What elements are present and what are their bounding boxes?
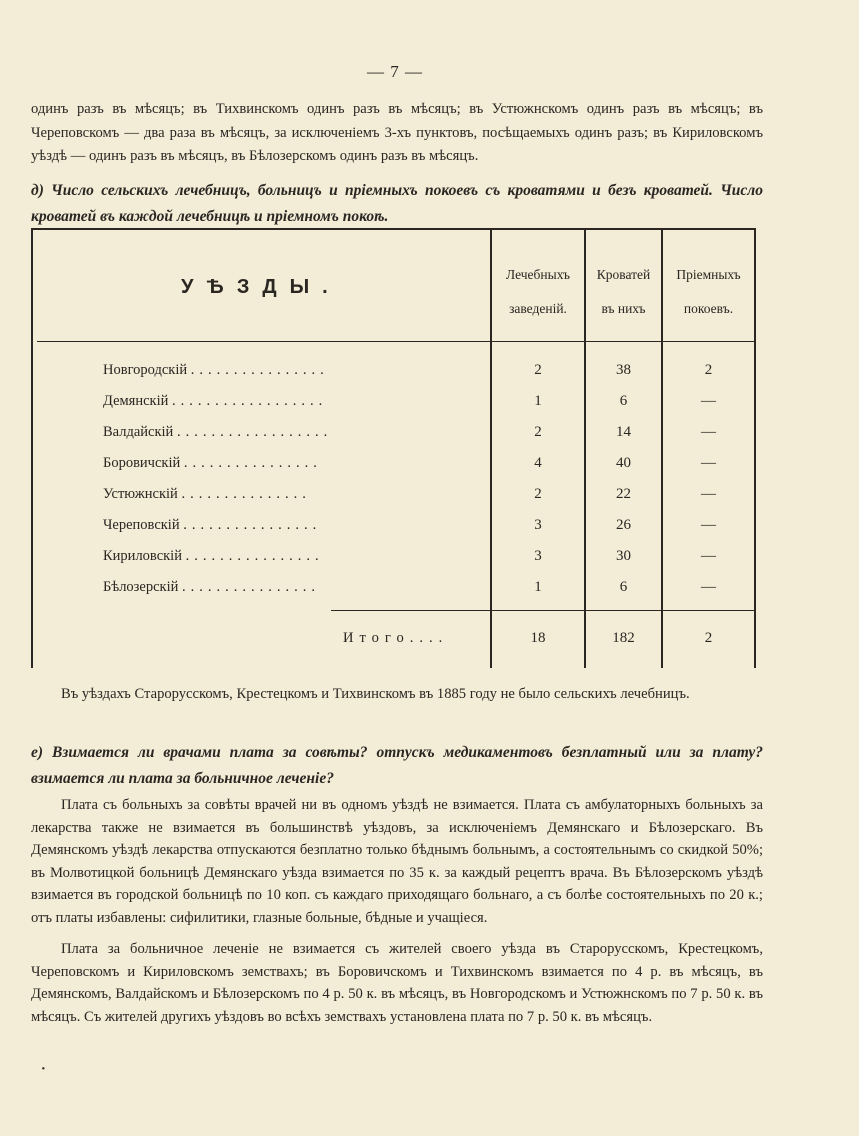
total-reception-rooms: 2 — [704, 630, 713, 646]
leader-dots: ................ — [183, 455, 322, 471]
cell-beds: 22 — [616, 486, 631, 502]
district-name: Бѣлозерскій — [103, 579, 179, 595]
total-beds: 182 — [612, 630, 635, 646]
cell-reception-rooms: — — [701, 486, 716, 502]
payment-paragraph-2: Плата за больничное леченіе не взимается съ жителей своего уѣзда въ Старорусскомъ, Крестецкомъ, Череповскомъ и Кириловскомъ земствахъ; въ Боровичскомъ и Тихвинскомъ взимается по 4 р. въ мѣсяцъ, въ Демянскомъ, Валдайскомъ и Бѣлозерскомъ по 4 р. 50 к. въ мѣсяцъ, въ Новгородскомъ и Устюжнскомъ по 7 р. 50 к. въ мѣсяцъ. Съ жителей другихъ уѣздовъ во всѣхъ земствахъ установлена плата по 7 р. 50 к. въ мѣсяцъ. — [31, 941, 763, 1025]
header-beds: Кроватей въ нихъ — [596, 267, 651, 316]
cell-institutions: 3 — [534, 517, 542, 533]
ink-speck: · — [40, 1058, 47, 1080]
cell-institutions: 2 — [534, 486, 542, 502]
cell-institutions: 1 — [534, 579, 542, 595]
page-number: — 7 — — [367, 62, 423, 81]
cell-reception-rooms: — — [701, 393, 716, 409]
intro-paragraph: одинъ разъ въ мѣсяцъ; въ Тихвинскомъ одинъ разъ въ мѣсяцъ; въ Устюжнскомъ одинъ разъ въ мѣсяцъ; въ Череповскомъ — два раза въ мѣсяцъ, за исключеніемъ 3-хъ пунктовъ, посѣщаемыхъ одинъ разъ; въ Кириловскомъ уѣздѣ — одинъ разъ въ мѣсяцъ, въ Бѣлозерскомъ одинъ разъ въ мѣсяцъ. — [31, 101, 763, 164]
cell-institutions: 3 — [534, 548, 542, 564]
table-row — [31, 455, 756, 485]
header-reception-rooms: Пріемныхъ покоевъ. — [676, 267, 741, 316]
table-row — [31, 424, 756, 454]
total-label: Итого.... — [343, 630, 449, 646]
total-row — [31, 630, 756, 660]
payment-paragraph-1: Плата съ больныхъ за совѣты врачей ни въ одномъ уѣздѣ не взимается. Плата съ амбулаторныхъ больныхъ за лекарства также не взимается въ большинствѣ уѣздовъ, за исключеніемъ Демянскаго и Бѣлозерскаго. Въ Демянскомъ уѣздѣ лекарства отпускаются безплатно только бѣднымъ больнымъ, а состоятельнымъ со скидкой 50%; въ Молвотицкой больницѣ Демянскаго уѣзда взимается по 35 к. за каждый рецептъ врача. Въ Бѣлозерскомъ уѣздѣ взимается въ городской больницѣ по 10 коп. съ каждаго приходящаго больнаго, а съ болѣе состоятельныхъ по 20 к.; отъ платы избавлены: сифилитики, глазные больные, бѣдные и учащіеся. — [31, 797, 763, 926]
cell-reception-rooms: 2 — [704, 362, 713, 378]
cell-beds: 14 — [616, 424, 631, 440]
district-name: Кириловскій — [103, 548, 182, 564]
leader-dots: .................. — [172, 393, 328, 409]
cell-beds: 40 — [616, 455, 631, 471]
leader-dots: ................ — [182, 579, 320, 595]
table-row — [31, 548, 756, 578]
header-districts: УѢЗДЫ. — [181, 276, 341, 298]
note-paragraph: Въ уѣздахъ Старорусскомъ, Крестецкомъ и Тихвинскомъ въ 1885 году не было сельскихъ лечебницъ. — [61, 686, 690, 702]
cell-beds: 26 — [616, 517, 631, 533]
cell-beds: 6 — [619, 579, 628, 595]
table-row — [31, 579, 756, 609]
cell-institutions: 2 — [534, 362, 542, 378]
district-name: Новгородскій — [103, 362, 188, 378]
cell-institutions: 4 — [534, 455, 542, 471]
cell-reception-rooms: — — [701, 548, 716, 564]
cell-reception-rooms: — — [701, 579, 716, 595]
leader-dots: .................. — [176, 424, 333, 440]
total-institutions: 18 — [530, 630, 546, 646]
cell-institutions: 1 — [534, 393, 542, 409]
district-name: Череповскій — [103, 517, 180, 533]
district-name: Устюжнскій — [103, 486, 178, 502]
district-name: Валдайскій — [103, 424, 174, 440]
leader-dots: ................ — [183, 517, 322, 533]
table-row — [31, 486, 756, 516]
question-d: д) Число сельскихъ лечебницъ, больницъ и пріемныхъ покоевъ съ кроватями и безъ кроватей. Число кроватей въ каждой лечебницѣ и пріемномъ покоѣ. — [31, 182, 763, 225]
cell-reception-rooms: — — [701, 517, 716, 533]
cell-reception-rooms: — — [701, 455, 716, 471]
leader-dots: ................ — [190, 362, 329, 378]
table-row — [31, 393, 756, 423]
header-institutions: Лечебныхъ заведеній. — [506, 267, 570, 316]
cell-institutions: 2 — [534, 424, 542, 440]
table-row — [31, 517, 756, 547]
question-e: е) Взимается ли врачами плата за совѣты? отпускъ медикаментовъ безплатный или за плату? взимается ли плата за больничное леченіе? — [31, 744, 763, 787]
cell-beds: 38 — [616, 362, 631, 378]
hospitals-table — [31, 228, 756, 668]
header-rule — [37, 341, 754, 342]
leader-dots: ............... — [181, 486, 311, 502]
district-name: Боровичскій — [103, 455, 181, 471]
total-rule — [331, 610, 754, 611]
cell-beds: 6 — [619, 393, 628, 409]
cell-beds: 30 — [616, 548, 631, 564]
cell-reception-rooms: — — [701, 424, 716, 440]
leader-dots: ................ — [185, 548, 324, 564]
district-name: Демянскій — [103, 393, 169, 409]
table-row — [31, 362, 756, 392]
